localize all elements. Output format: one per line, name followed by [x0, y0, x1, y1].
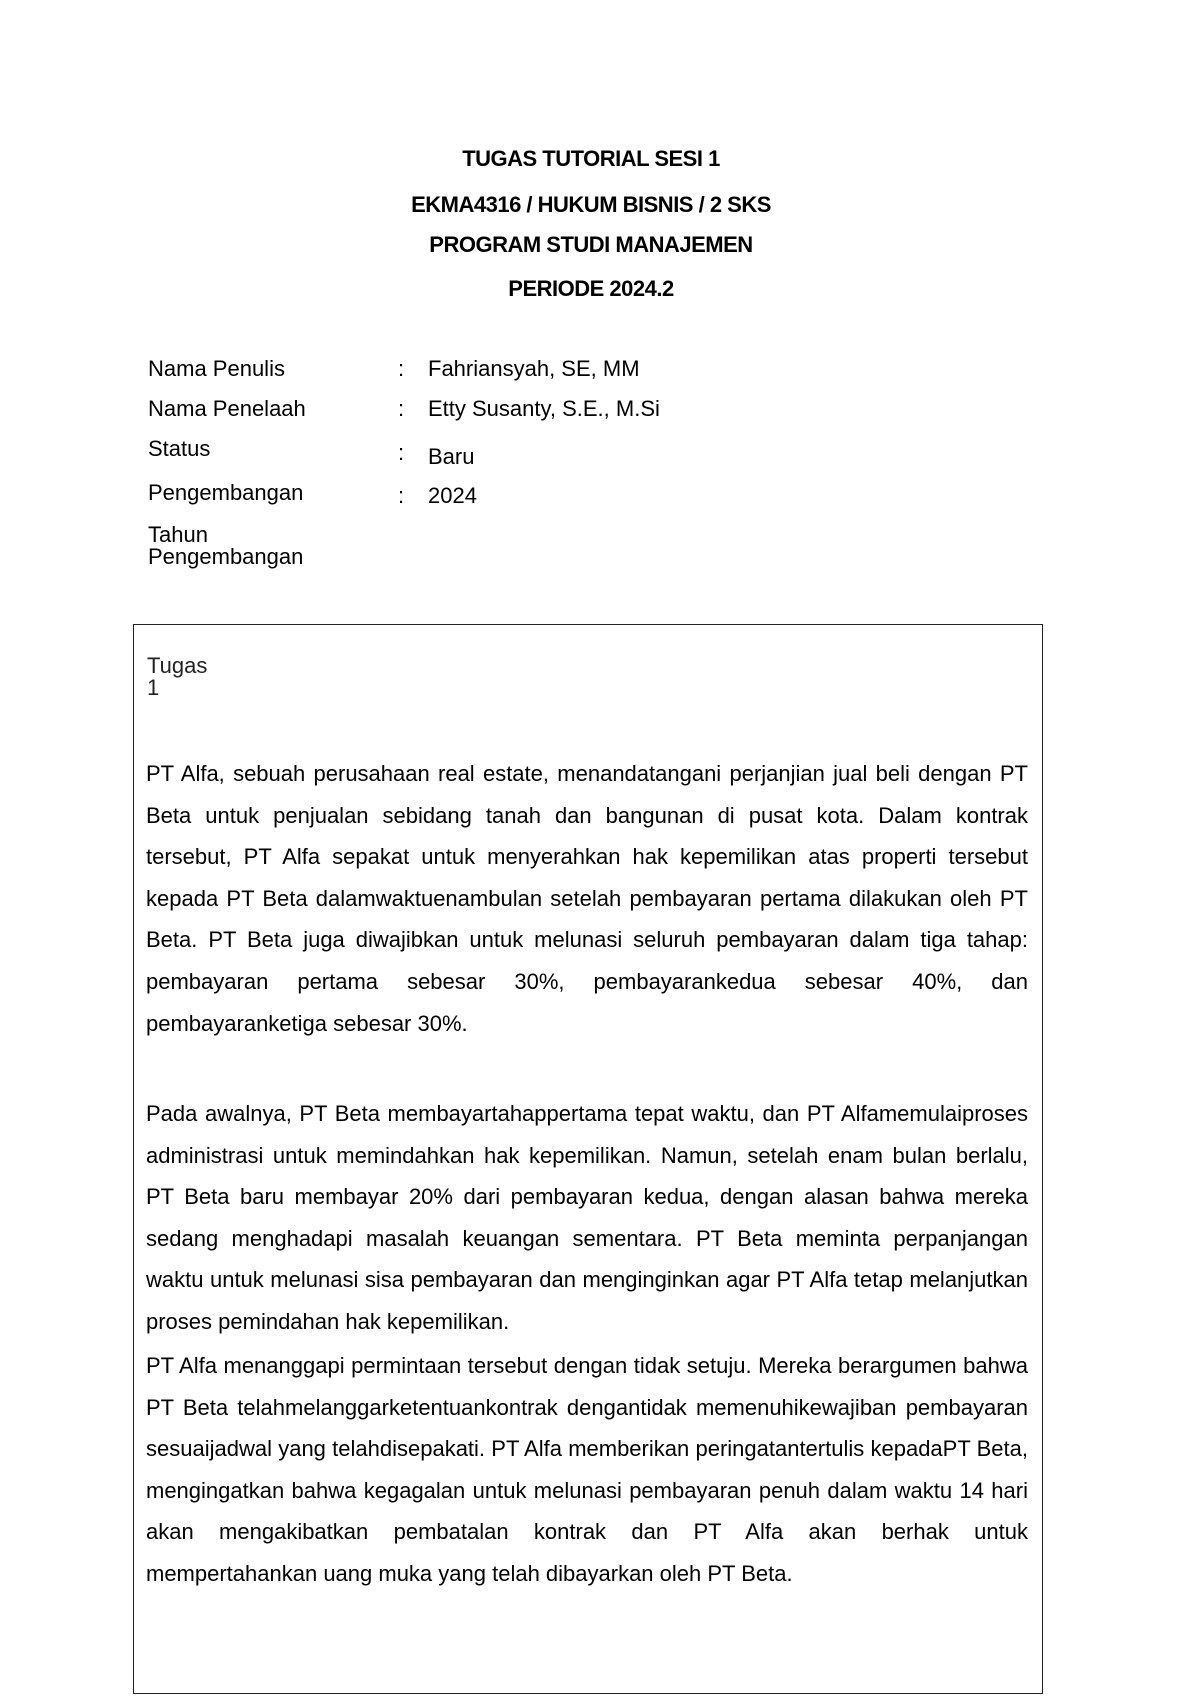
meta-colon: :: [398, 396, 405, 421]
task-title-line: Tugas: [147, 653, 208, 678]
task-paragraph-1: PT Alfa, sebuah perusahaan real estate, menandatangani perjanjian jual beli dengan PT Beta untuk penjualan sebidang tanah dan bangunan di pusat kota. Dalam kontrak tersebut, PT Alfa sepakat untuk menyerahkan hak kepemilikan atas properti tersebut kepada PT Beta dalamwaktuenambulan setelah pembayaran pertama dilakukan oleh PT Beta. PT Beta juga diwajibkan untuk melunasi seluruh pembayaran dalam tiga tahap: pembayaran pertama sebesar 30%, pembayarankedua sebesar 40%, dan pembayaranketiga sebesar 30%.: [146, 761, 1028, 1036]
header-course: EKMA4316 / HUKUM BISNIS / 2 SKS: [411, 192, 771, 217]
task-paragraph-2: Pada awalnya, PT Beta membayartahappertama tepat waktu, dan PT Alfamemulaiproses administrasi untuk memindahkan hak kepemilikan. Namun, setelah enam bulan berlalu, PT Beta baru membayar 20% dari pembayaran kedua, dengan alasan bahwa mereka sedang menghadapi masalah keuangan sementara. PT Beta meminta perpanjangan waktu untuk melunasi sisa pembayaran dan menginginkan agar PT Alfa tetap melanjutkan proses pemindahan hak kepemilikan.: [146, 1101, 1028, 1334]
meta-label-pengembangan: Pengembangan: [148, 480, 304, 505]
task-title: [147, 655, 207, 699]
meta-colon: :: [398, 483, 405, 508]
header-period: PERIODE 2024.2: [508, 276, 674, 301]
meta-value-status: Baru: [428, 444, 475, 469]
header-program: PROGRAM STUDI MANAJEMEN: [429, 232, 753, 257]
meta-colon: :: [398, 356, 405, 381]
meta-value-penelaah: Etty Susanty, S.E., M.Si: [428, 396, 660, 421]
task-paragraph-3: PT Alfa menanggapi permintaan tersebut dengan tidak setuju. Mereka berargumen bahwa PT Beta telahmelanggarketentuankontrak dengantidak memenuhikewajiban pembayaran sesuaijadwal yang telahdisepakati. PT Alfa memberikan peringatantertulis kepadaPT Beta, mengingatkan bahwa kegagalan untuk melunasi pembayaran penuh dalam waktu 14 hari akan mengakibatkan pembatalan kontrak dan PT Alfa akan berhak untuk mempertahankan uang muka yang telah dibayarkan oleh PT Beta.: [146, 1353, 1028, 1586]
meta-label-penelaah: Nama Penelaah: [148, 396, 306, 421]
extra-label-line: Pengembangan: [148, 544, 304, 569]
task-box: [133, 624, 1043, 1694]
header-title: TUGAS TUTORIAL SESI 1: [462, 146, 720, 171]
meta-value-penulis: Fahriansyah, SE, MM: [428, 356, 640, 381]
meta-colon: :: [398, 440, 405, 465]
meta-label-tahun-pengembangan: [148, 524, 303, 568]
meta-label-status: Status: [148, 436, 211, 461]
meta-value-pengembangan: 2024: [428, 483, 477, 508]
task-title-number: 1: [147, 675, 160, 700]
extra-label-line: Tahun: [148, 522, 208, 547]
meta-label-penulis: Nama Penulis: [148, 356, 285, 381]
